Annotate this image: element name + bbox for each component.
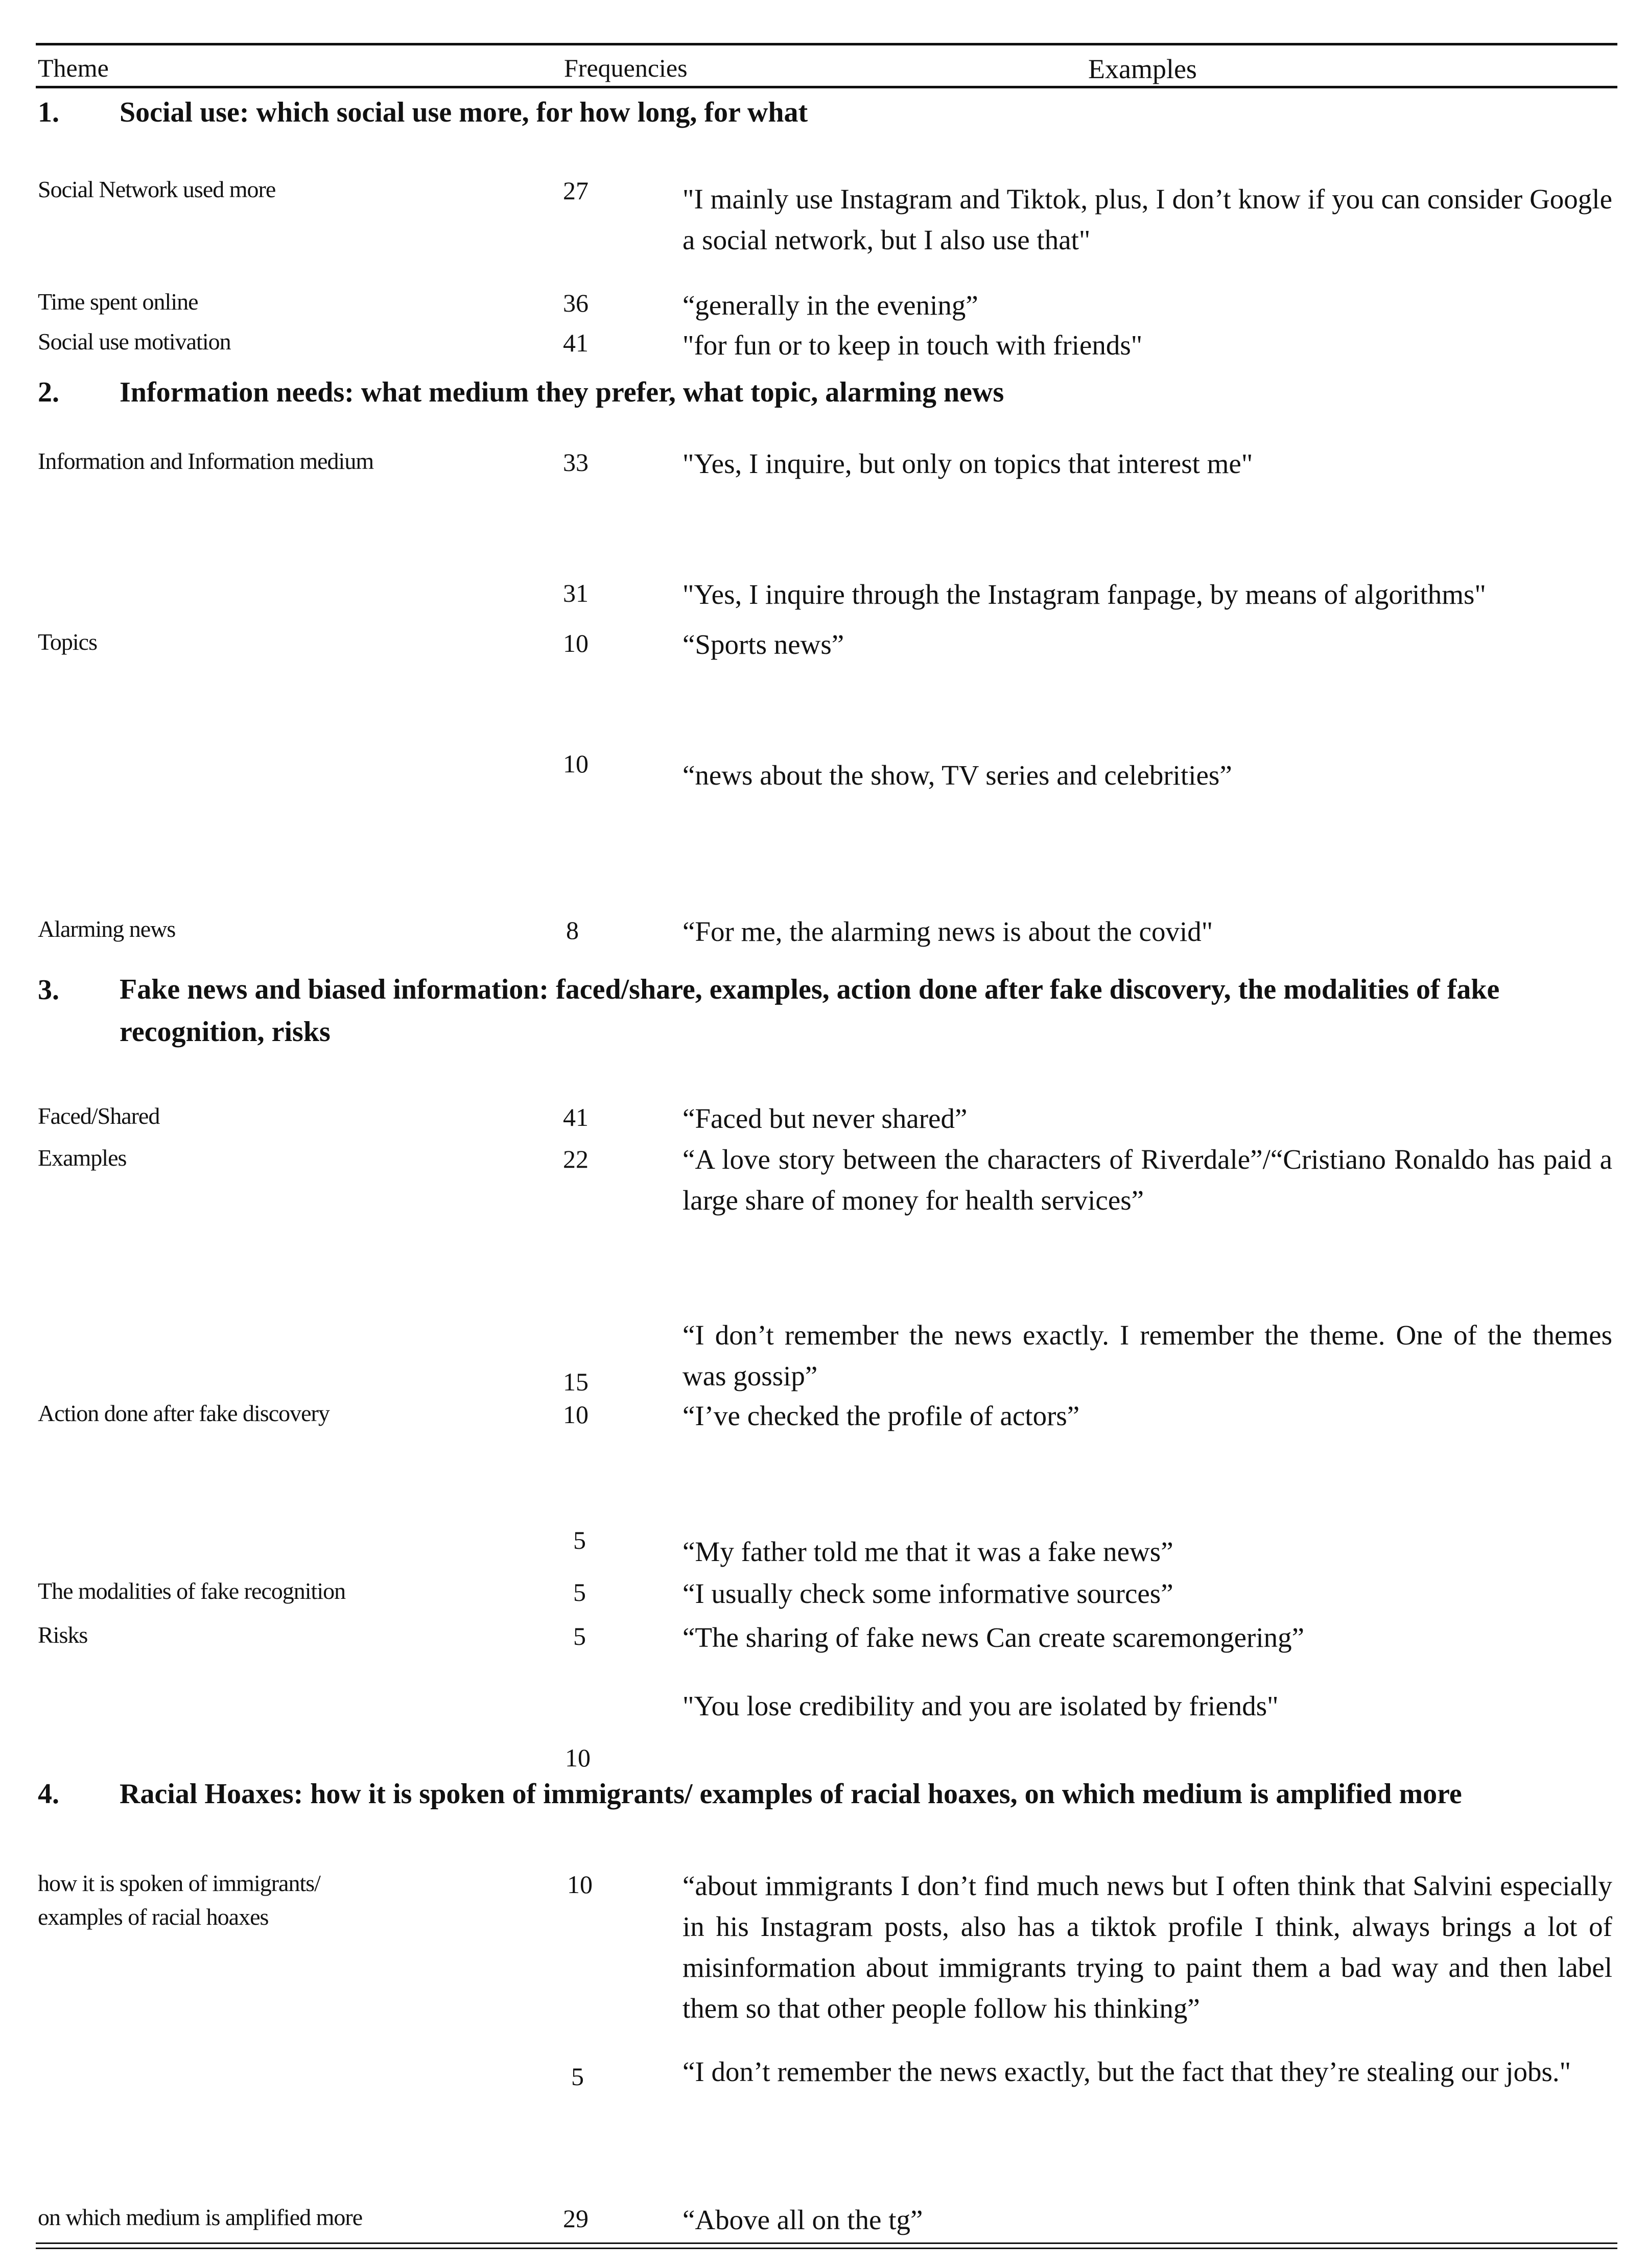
row-example: “I usually check some informative sources” [683, 1578, 1173, 1609]
section-3-number: 3. [38, 974, 59, 1006]
row-example: "for fun or to keep in touch with friends" [683, 329, 1143, 361]
row-label: The modalities of fake recognition [38, 1578, 346, 1604]
row-frequency: 10 [563, 629, 589, 657]
row-label: Social use motivation [38, 328, 231, 355]
row-example: “I don’t remember the news exactly. I remember the theme. One of the themes was gossip” [683, 1319, 1612, 1391]
row-example: "You lose credibility and you are isolated by friends" [683, 1690, 1279, 1721]
row-frequency: 10 [567, 1870, 593, 1899]
row-frequency: 29 [563, 2204, 589, 2233]
row-example: "Yes, I inquire, but only on topics that interest me" [683, 448, 1253, 479]
row-label: examples of racial hoaxes [38, 1904, 269, 1930]
row-example: “I’ve checked the profile of actors” [683, 1400, 1080, 1431]
row-label: Time spent online [38, 289, 198, 315]
row-label: Social Network used more [38, 176, 276, 202]
row-frequency: 36 [563, 289, 589, 317]
row-label: Risks [38, 1622, 88, 1648]
row-frequency: 5 [571, 2062, 584, 2091]
row-frequency: 41 [563, 1103, 589, 1131]
row-frequency: 41 [563, 328, 589, 357]
row-example: “My father told me that it was a fake news” [683, 1536, 1173, 1567]
section-1-title: Social use: which social use more, for how long, for what [120, 97, 808, 128]
row-frequency: 10 [563, 749, 589, 778]
row-frequency: 8 [566, 916, 579, 944]
row-example: "I mainly use Instagram and Tiktok, plus, I don’t know if you can consider Google a social network, but I also use that" [683, 183, 1612, 255]
row-label: on which medium is amplified more [38, 2204, 363, 2230]
row-frequency: 5 [573, 1578, 586, 1606]
row-label: Faced/Shared [38, 1103, 160, 1129]
row-frequency: 10 [565, 1743, 591, 1772]
row-frequency: 22 [563, 1145, 589, 1173]
header-examples: Examples [1088, 54, 1197, 84]
row-frequency: 5 [573, 1526, 586, 1554]
row-frequency: 10 [563, 1400, 589, 1429]
header-theme: Theme [38, 54, 109, 82]
section-4-number: 4. [38, 1778, 59, 1810]
row-example: “Faced but never shared” [683, 1103, 968, 1134]
row-example: "Yes, I inquire through the Instagram fanpage, by means of algorithms" [683, 579, 1486, 610]
row-example: “Sports news” [683, 629, 844, 660]
section-3-title: Fake news and biased information: faced/share, examples, action done after fake discovery, the modalities of fake recognition, risks [120, 974, 1500, 1048]
row-frequency: 31 [563, 579, 589, 607]
row-label: Information and Information medium [38, 448, 374, 474]
row-label: Action done after fake discovery [38, 1400, 330, 1426]
section-1-number: 1. [38, 97, 59, 128]
row-example: “A love story between the characters of Riverdale”/“Cristiano Ronaldo has paid a large share of money for health services” [683, 1144, 1612, 1216]
row-example: “news about the show, TV series and celebrities” [683, 760, 1232, 791]
header-rule [36, 86, 1617, 88]
header-frequencies: Frequencies [564, 54, 688, 82]
top-rule [36, 43, 1617, 45]
row-frequency: 15 [563, 1367, 589, 1396]
row-label: Topics [38, 629, 97, 655]
section-4-title: Racial Hoaxes: how it is spoken of immigrants/ examples of racial hoaxes, on which medium is amplified more [120, 1778, 1462, 1810]
row-frequency: 33 [563, 448, 589, 477]
row-frequency: 5 [573, 1622, 586, 1650]
row-example: “The sharing of fake news Can create scaremongering” [683, 1622, 1305, 1653]
row-label: how it is spoken of immigrants/ [38, 1870, 320, 1896]
bottom-rule [36, 2242, 1617, 2244]
row-example: “about immigrants I don’t find much news but I often think that Salvini especially in his Instagram posts, also has a tiktok profile I think, always brings a lot of misinformation about immigrants trying to paint them a bad way and then label them so that other people follow his thinking” [683, 1870, 1612, 2024]
row-label: Examples [38, 1145, 127, 1171]
bottom-rule-double [36, 2248, 1617, 2249]
row-example: “For me, the alarming news is about the covid" [683, 916, 1213, 947]
row-label: Alarming news [38, 916, 176, 942]
row-example: “Above all on the tg” [683, 2204, 923, 2235]
row-frequency: 27 [563, 176, 589, 205]
row-example: “I don’t remember the news exactly, but the fact that they’re stealing our jobs." [683, 2056, 1571, 2087]
row-example: “generally in the evening” [683, 290, 978, 321]
section-2-number: 2. [38, 376, 59, 408]
section-2-title: Information needs: what medium they prefer, what topic, alarming news [120, 376, 1004, 408]
